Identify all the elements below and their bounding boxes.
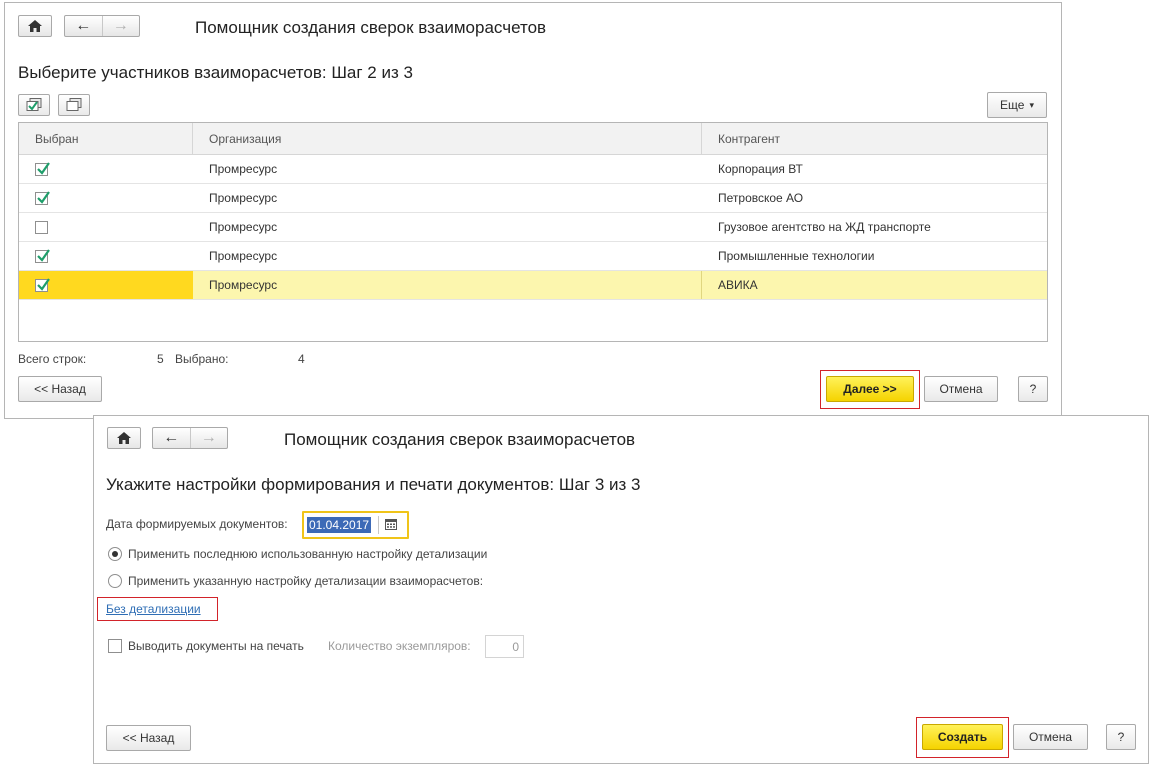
row-checkbox[interactable] [35,192,48,205]
checkmark-icon [36,276,51,292]
uncheck-all-icon [66,98,82,112]
copies-value: 0 [512,640,519,654]
counterparty-cell[interactable]: АВИКА [718,278,758,292]
arrow-left-icon: ← [75,17,92,34]
copies-label: Количество экземпляров: [328,639,471,653]
row-checkbox[interactable] [35,250,48,263]
forward-arrow-button[interactable] [190,428,228,448]
create-button[interactable]: Создать [922,724,1003,750]
table-body [19,155,1047,300]
back-button[interactable]: << Назад [18,376,102,402]
selected-cell[interactable] [19,184,193,212]
table-row[interactable] [19,184,1047,213]
chevron-down-icon: ▾ [1029,99,1034,110]
column-header-selected[interactable]: Выбран [19,123,193,154]
organization-cell[interactable]: Промресурс [193,271,702,299]
organization-cell[interactable]: Промресурс [209,162,278,176]
select-all-button[interactable] [18,94,50,116]
organization-cell[interactable]: Промресурс [209,220,278,234]
print-documents-label[interactable]: Выводить документы на печать [128,639,304,653]
counterparty-cell[interactable]: Корпорация ВТ [718,162,803,176]
back-button[interactable]: << Назад [106,725,191,751]
home-icon [28,20,42,32]
copies-field[interactable] [485,635,524,658]
calendar-icon[interactable] [385,519,397,530]
date-value[interactable]: 01.04.2017 [309,518,370,532]
radio-last-setting[interactable] [108,547,122,561]
window-title: Помощник создания сверок взаиморасчетов [195,18,547,37]
checkmark-icon [36,160,51,176]
selected-cell[interactable] [19,155,193,183]
selected-count-label: Выбрано: [175,352,229,366]
table-row[interactable] [19,242,1047,271]
step-heading: Выберите участников взаиморасчетов: Шаг 2 из 3 [18,63,413,82]
table-row[interactable] [19,213,1047,242]
date-field[interactable] [302,511,409,539]
cancel-button[interactable]: Отмена [1013,724,1088,750]
cancel-button[interactable]: Отмена [924,376,998,402]
total-rows-label: Всего строк: [18,352,87,366]
radio-last-setting-label[interactable]: Применить последнюю использованную настройку детализации [128,547,488,561]
table-header [19,123,1047,155]
organization-cell[interactable]: Промресурс [209,191,278,205]
more-menu-button[interactable] [987,92,1047,118]
history-nav [152,427,228,449]
checkmark-icon [36,247,51,263]
detail-setting-link[interactable]: Без детализации [106,602,201,616]
home-button[interactable] [18,15,52,37]
table-row[interactable] [19,155,1047,184]
table-row[interactable] [19,271,1047,300]
print-documents-checkbox[interactable] [108,639,122,653]
help-button[interactable]: ? [1018,376,1048,402]
unselect-all-button[interactable] [58,94,90,116]
radio-specified-setting-label[interactable]: Применить указанную настройку детализации взаиморасчетов: [128,574,484,588]
selected-cell[interactable] [19,271,193,299]
wizard-step2-window [4,2,1062,419]
participants-table [18,122,1048,342]
date-label: Дата формируемых документов: [106,517,288,531]
selected-cell[interactable] [19,242,193,270]
check-all-icon [26,98,42,112]
arrow-right-icon: → [112,17,129,34]
arrow-left-icon: ← [163,429,180,446]
row-checkbox[interactable] [35,221,48,234]
step-heading: Укажите настройки формирования и печати документов: Шаг 3 из 3 [106,475,641,494]
counterparty-cell[interactable]: Петровское АО [718,191,804,205]
row-checkbox[interactable] [35,163,48,176]
counterparty-cell[interactable]: Промышленные технологии [718,249,875,263]
back-arrow-button[interactable] [65,16,102,36]
column-header-counterparty[interactable]: Контрагент [718,131,781,146]
more-menu-label: Еще [1000,98,1025,112]
column-header-organization[interactable]: Организация [193,123,702,154]
help-button[interactable]: ? [1106,724,1136,750]
history-nav [64,15,140,37]
row-checkbox[interactable] [35,279,48,292]
checkmark-icon [36,189,51,205]
total-rows-value: 5 [157,352,164,366]
radio-specified-setting[interactable] [108,574,122,588]
home-button[interactable] [107,427,141,449]
organization-cell[interactable]: Промресурс [209,249,278,263]
wizard-step3-window [93,415,1149,764]
home-icon [117,432,131,444]
back-arrow-button[interactable] [153,428,190,448]
counterparty-cell[interactable]: Грузовое агентство на ЖД транспорте [718,220,931,234]
selected-cell[interactable] [19,213,193,241]
window-title: Помощник создания сверок взаиморасчетов [284,430,636,449]
arrow-right-icon: → [200,429,217,446]
selected-count-value: 4 [298,352,305,366]
forward-arrow-button[interactable] [102,16,140,36]
next-button[interactable]: Далее >> [826,376,914,402]
date-separator [378,516,379,534]
